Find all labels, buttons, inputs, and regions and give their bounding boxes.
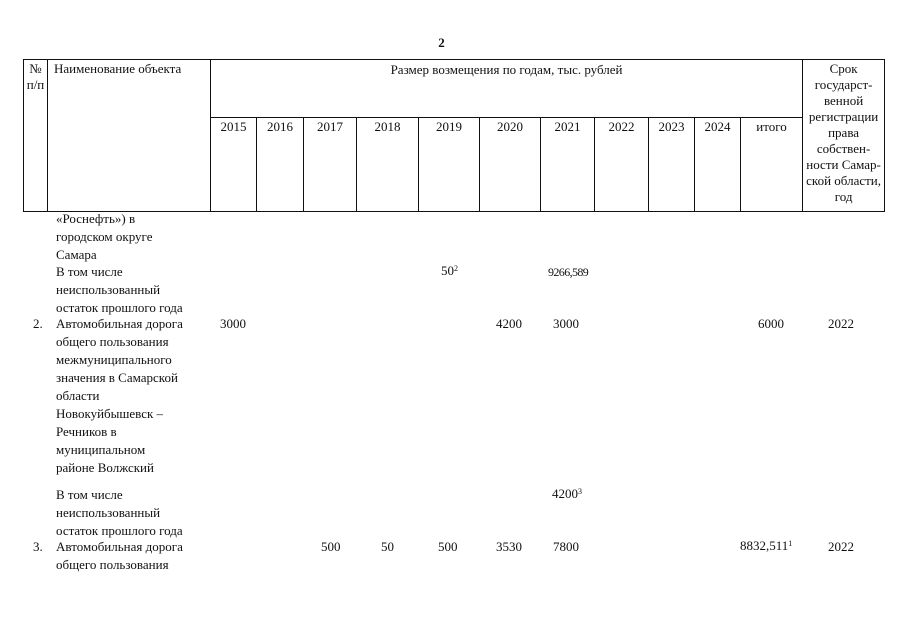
year-2017: 2017 (304, 118, 357, 212)
year-2020: 2020 (480, 118, 541, 212)
year-2018: 2018 (357, 118, 419, 212)
row-1-2021: 9266,589 (548, 265, 589, 279)
year-2015: 2015 (211, 118, 257, 212)
page-number: 2 (438, 35, 445, 50)
row-4-2017: 500 (321, 539, 341, 554)
header-amount-title: Размер возмещения по годам, тыс. рублей (211, 60, 803, 118)
row-4-term: 2022 (828, 539, 854, 554)
year-2019: 2019 (419, 118, 480, 212)
row-4-2021: 7800 (553, 539, 579, 554)
table-header (23, 59, 885, 212)
row-1-2019: $50^2$ (441, 263, 458, 278)
row-4-name: Автомобильная дорога общего пользования (56, 539, 183, 572)
row-4-2020: 3530 (496, 539, 522, 554)
row-2-total: 6000 (758, 316, 784, 331)
year-2022: 2022 (595, 118, 649, 212)
row-4-2019: 500 (438, 539, 458, 554)
header-num: № п/п (24, 60, 48, 212)
row-1-name: В том числе неиспользованный остаток прошлого года (56, 264, 183, 315)
year-total: итого (741, 118, 803, 212)
year-2021: 2021 (541, 118, 595, 212)
row-0-name: «Роснефть») в городском округе Самара (56, 211, 153, 262)
row-4-2018: 50 (381, 539, 394, 554)
row-3-2021: 4200$^3$ (552, 486, 582, 501)
header-term: Срок государст-венной регистрации права собствен-ности Самар-ской области, год (803, 60, 885, 212)
year-2016: 2016 (257, 118, 304, 212)
row-2-2021: 3000 (553, 316, 579, 331)
year-2023: 2023 (649, 118, 695, 212)
row-2-term: 2022 (828, 316, 854, 331)
row-4-num: 3. (33, 539, 43, 554)
row-2-2020: 4200 (496, 316, 522, 331)
year-2024: 2024 (695, 118, 741, 212)
row-2-2015: 3000 (220, 316, 246, 331)
row-3-name: В том числе неиспользованный остаток прошлого года (56, 487, 183, 538)
header-name: Наименование объекта (48, 60, 211, 212)
row-2-name: Автомобильная дорога общего пользования межмуниципального значения в Самарской области Новокуйбышевск – Речников в муниципальном районе Волжский (56, 316, 183, 475)
row-4-total: 8832,511$^1$ (740, 538, 793, 553)
row-2-num: 2. (33, 316, 43, 331)
